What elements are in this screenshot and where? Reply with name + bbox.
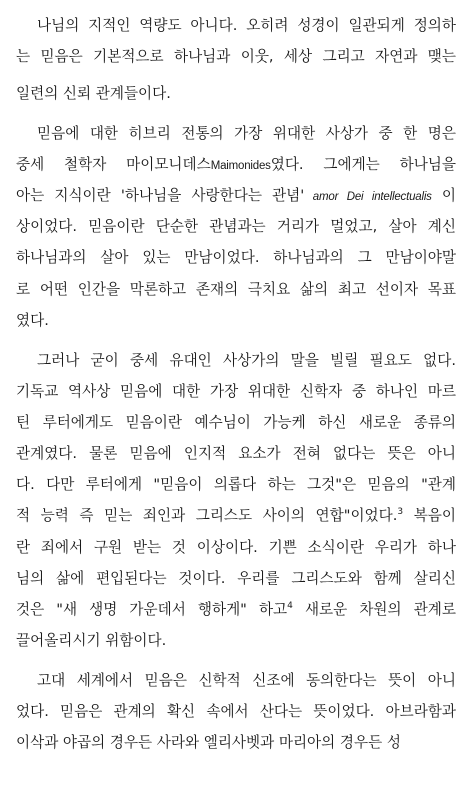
text-line (16, 733, 456, 753)
text-run: 였다. (16, 312, 49, 329)
text-line (16, 217, 456, 237)
text-run: 란 죄에서 구원 받는 것 이상이다. 기쁜 소식이란 우리가 하나 (16, 539, 456, 556)
text-line (16, 569, 456, 589)
text-run: 로 어떤 인간을 막론하고 존재의 극치요 삶의 최고 선이자 목표 (16, 281, 456, 298)
text-line (16, 702, 456, 722)
text-run: 것은 "새 생명 가운데서 행하게" 하고 (16, 601, 288, 618)
text-run: 이삭과 야곱의 경우든 사라와 엘리사벳과 마리아의 경우든 성 (16, 734, 401, 751)
text-run: amor Dei intellectualis (304, 191, 432, 203)
text-run: 끌어올리시기 위함이다. (16, 632, 167, 649)
text-line (16, 47, 456, 67)
text-line (37, 671, 456, 691)
text-run: 그러나 굳이 중세 유대인 사상가의 말을 빌릴 필요도 없다. (37, 352, 456, 369)
text-line (16, 248, 456, 268)
text-run: 이 (431, 187, 456, 204)
text-run: 고대 세계에서 믿음은 신학적 신조에 동의한다는 뜻이 아니 (37, 672, 456, 689)
text-run: 틴 루터에게도 믿음이란 예수님이 가능케 하신 새로운 종류의 (16, 414, 456, 431)
text-line (16, 506, 456, 526)
text-run: 다. 다만 루터에게 "믿음이 의롭다 하는 그것"은 믿음의 "관계 (16, 476, 456, 493)
text-line (37, 16, 456, 36)
text-run: 었다. 믿음은 관계의 확신 속에서 산다는 뜻이었다. 아브라함과 (16, 703, 456, 720)
text-line (16, 600, 456, 620)
text-line (16, 413, 456, 433)
text-line (37, 124, 456, 144)
text-run: 중세 철학자 마이모니데스 (16, 156, 211, 173)
text-run: 복음이 (403, 507, 457, 524)
footnote-marker: 3 (397, 507, 404, 518)
text-line (16, 444, 456, 464)
text-run: Maimonides (210, 160, 271, 172)
text-run: 일련의 신뢰 관계들이다. (16, 85, 171, 102)
text-run: 적 능력 즉 믿는 죄인과 그리스도 사이의 연합"이었다. (16, 507, 398, 524)
text-line (16, 84, 456, 104)
text-line (16, 631, 456, 651)
footnote-marker: 4 (287, 601, 293, 612)
text-run: 새로운 차원의 관계로 (292, 601, 456, 618)
text-run: 믿음에 대한 히브리 전통의 가장 위대한 사상가 중 한 명은 (37, 125, 456, 142)
text-line (16, 186, 456, 207)
text-run: 님의 삶에 편입된다는 것이다. 우리를 그리스도와 함께 살리신 (16, 570, 456, 587)
text-run: 는 믿음은 기본적으로 하나님과 이웃, 세상 그리고 자연과 맺는 (16, 48, 456, 65)
text-run: 관계였다. 물론 믿음에 인지적 요소가 전혀 없다는 뜻은 아니 (16, 445, 456, 462)
text-run: 아는 지식이란 '하나님을 사랑한다는 관념' (16, 187, 305, 204)
text-run: 였다. 그에게는 하나님을 (270, 156, 456, 173)
text-run: 상이었다. 믿음이란 단순한 관념과는 거리가 멀었고, 살아 계신 (16, 218, 456, 235)
text-line (37, 351, 456, 371)
text-run: 나님의 지적인 역량도 아니다. 오히려 성경이 일관되게 정의하 (37, 17, 456, 34)
text-line (16, 382, 456, 402)
text-run: 하나님과의 살아 있는 만남이었다. 하나님과의 그 만남이야말 (16, 249, 456, 266)
text-line (16, 475, 456, 495)
text-line (16, 155, 456, 176)
text-line (16, 538, 456, 558)
text-run: 기독교 역사상 믿음에 대한 가장 위대한 신학자 중 하나인 마르 (16, 383, 456, 400)
text-line (16, 311, 456, 331)
text-line (16, 280, 456, 300)
